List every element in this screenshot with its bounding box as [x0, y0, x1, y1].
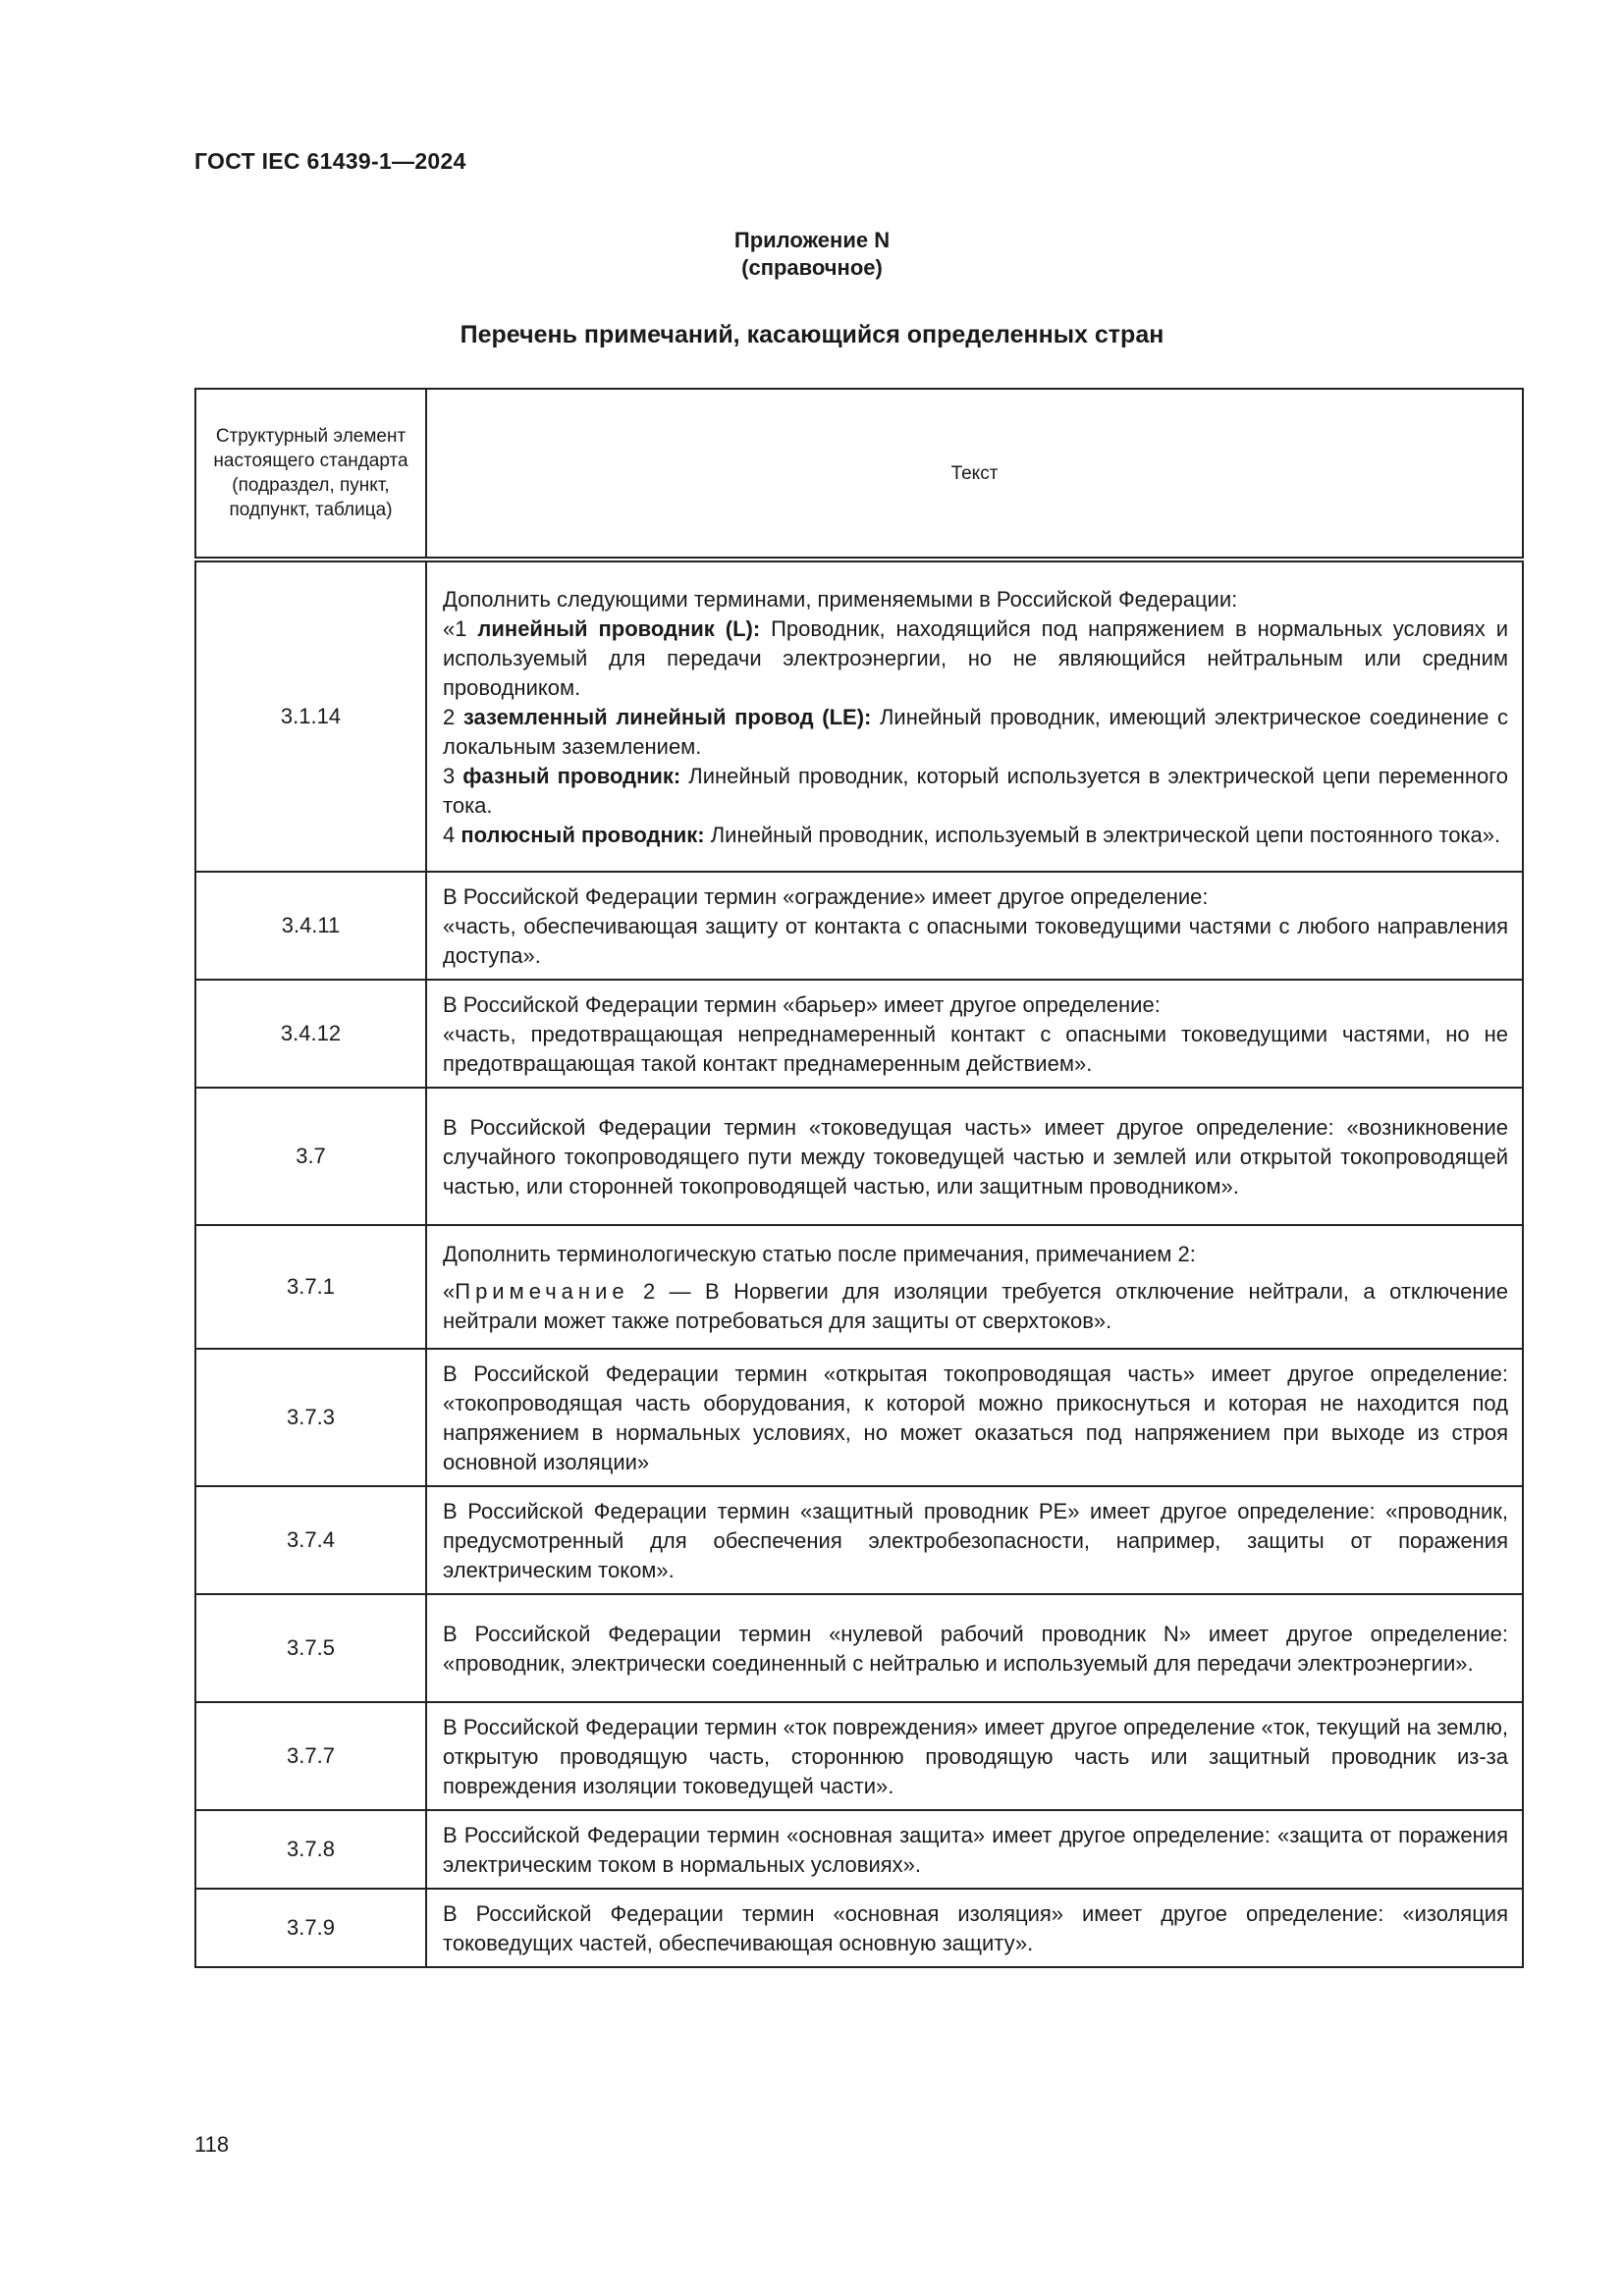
element-number: 3.4.11 [195, 872, 426, 980]
country-notes-table [194, 388, 1524, 1968]
row-text [426, 872, 1523, 980]
row-paragraph: В Российской Федерации термин «основная защита» имеет другое определение: «защита от поражения электрическим током в нормальных условиях». [443, 1822, 1508, 1877]
document-code: ГОСТ IEC 61439-1—2024 [194, 148, 466, 174]
row-text [426, 1349, 1523, 1486]
annex-label: Приложение N [733, 228, 891, 252]
annex-heading [0, 227, 1624, 282]
term-entry [443, 703, 1508, 762]
table-row [195, 1349, 1523, 1486]
element-number: 3.7.4 [195, 1486, 426, 1594]
row-text [426, 560, 1523, 872]
term-definition: Проводник, находящийся под напряжением в нормальных условиях и используемый для передачи электроэнергии, но не являющийся нейтральным или средним проводником. [443, 615, 1508, 700]
row-paragraph: В Российской Федерации термин «барьер» имеет другое определение: [443, 991, 1161, 1017]
row-text-intro: Дополнить следующими терминами, применяемыми в Российской Федерации: [443, 586, 1238, 612]
term-number: 3 [443, 763, 463, 788]
table-header-row [195, 389, 1523, 560]
row-paragraph: «часть, предотвращающая непреднамеренный контакт с опасными токоведущими частями, но не предотвращающая такой контакт преднамеренным действием». [443, 1021, 1508, 1076]
element-number: 3.7.5 [195, 1594, 426, 1702]
element-number: 3.7.8 [195, 1810, 426, 1889]
row-paragraph: В Российской Федерации термин «ограждение» имеет другое определение: [443, 883, 1209, 909]
table-row [195, 1702, 1523, 1810]
term-definition: Линейный проводник, имеющий электрическое соединение с локальным заземлением. [443, 704, 1508, 759]
row-paragraph: «часть, обеспечивающая защиту от контакта с опасными токоведущими частями с любого направления доступа». [443, 913, 1508, 968]
term-definition: Линейный проводник, который используется в электрической цепи переменного тока. [443, 763, 1508, 818]
note-label: Примечание [455, 1278, 629, 1304]
element-number: 3.7.1 [195, 1225, 426, 1349]
row-paragraph: В Российской Федерации термин «основная изоляция» имеет другое определение: «изоляция токоведущих частей, обеспечивающая основную защиту». [443, 1900, 1508, 1955]
element-number: 3.7.7 [195, 1702, 426, 1810]
term-name: линейный проводник (L): [477, 615, 761, 641]
page-number: 118 [194, 2132, 230, 2157]
row-paragraph: Дополнить терминологическую статью после примечания, примечанием 2: [443, 1241, 1196, 1266]
row-text [426, 1225, 1523, 1349]
row-text [426, 1702, 1523, 1810]
row-text [426, 1088, 1523, 1225]
row-paragraph: В Российской Федерации термин «нулевой рабочий проводник N» имеет другое определение: «проводник, электрически соединенный с нейтралью и используемый для передачи электроэнергии». [443, 1621, 1508, 1676]
row-paragraph: В Российской Федерации термин «токоведущая часть» имеет другое определение: «возникновение случайного токопроводящего пути между токоведущей частью и землей или открытой токопроводящей частью, или сторонней токопроводящей частью, или защитным проводником». [443, 1114, 1508, 1199]
annex-title: Перечень примечаний, касающийся определенных стран [460, 321, 1164, 348]
element-number: 3.7.9 [195, 1889, 426, 1967]
row-paragraph: В Российской Федерации термин «ток повреждения» имеет другое определение «ток, текущий на землю, открытую проводящую часть, стороннюю проводящую часть или защитный проводник из-за повреждения изоляции токоведущей части». [443, 1714, 1508, 1798]
row-text [426, 1594, 1523, 1702]
term-name: полюсный проводник: [460, 822, 705, 847]
table-row [195, 1889, 1523, 1967]
table-row [195, 1225, 1523, 1349]
term-number: 2 [443, 704, 463, 729]
term-name: фазный проводник: [462, 763, 681, 788]
term-entry [443, 762, 1508, 821]
table-row [195, 980, 1523, 1088]
row-text [426, 1486, 1523, 1594]
note-open-quote: « [443, 1278, 456, 1304]
header-text: Текст [426, 389, 1523, 560]
term-number: 4 [443, 822, 461, 847]
row-paragraph: В Российской Федерации термин «открытая токопроводящая часть» имеет другое определение: «токопроводящая часть оборудования, к которой можно прикоснуться и которая не находится под напряжением в нормальных условиях, но может оказаться под напряжением при выходе из строя основной изоляции» [443, 1361, 1508, 1474]
row-text [426, 980, 1523, 1088]
table-row [195, 1594, 1523, 1702]
term-name: заземленный линейный провод (LE): [462, 704, 872, 729]
element-number: 3.7 [195, 1088, 426, 1225]
element-number: 3.1.14 [195, 560, 426, 872]
table-row [195, 1810, 1523, 1889]
term-definition: Линейный проводник, используемый в электрической цепи постоянного тока». [704, 822, 1501, 847]
table-row [195, 560, 1523, 872]
row-paragraph: В Российской Федерации термин «защитный проводник РЕ» имеет другое определение: «проводник, предусмотренный для обеспечения электробезопасности, например, защиты от поражения электрическим током». [443, 1498, 1508, 1582]
table-row [195, 1486, 1523, 1594]
term-entry [443, 821, 1508, 850]
header-structural-element: Структурный элемент настоящего стандарта (подраздел, пункт, подпункт, таблица) [195, 389, 426, 560]
note-text: 2 — В Норвегии для изоляции требуется отключение нейтрали, а отключение нейтрали может также потребоваться для защиты от сверхтоков». [443, 1278, 1508, 1333]
term-entry [443, 614, 1508, 703]
note-paragraph [443, 1277, 1508, 1336]
element-number: 3.7.3 [195, 1349, 426, 1486]
annex-kind: (справочное) [741, 255, 883, 280]
row-text [426, 1889, 1523, 1967]
row-text [426, 1810, 1523, 1889]
table-row [195, 1088, 1523, 1225]
term-number: «1 [443, 615, 478, 641]
element-number: 3.4.12 [195, 980, 426, 1088]
table-row [195, 872, 1523, 980]
